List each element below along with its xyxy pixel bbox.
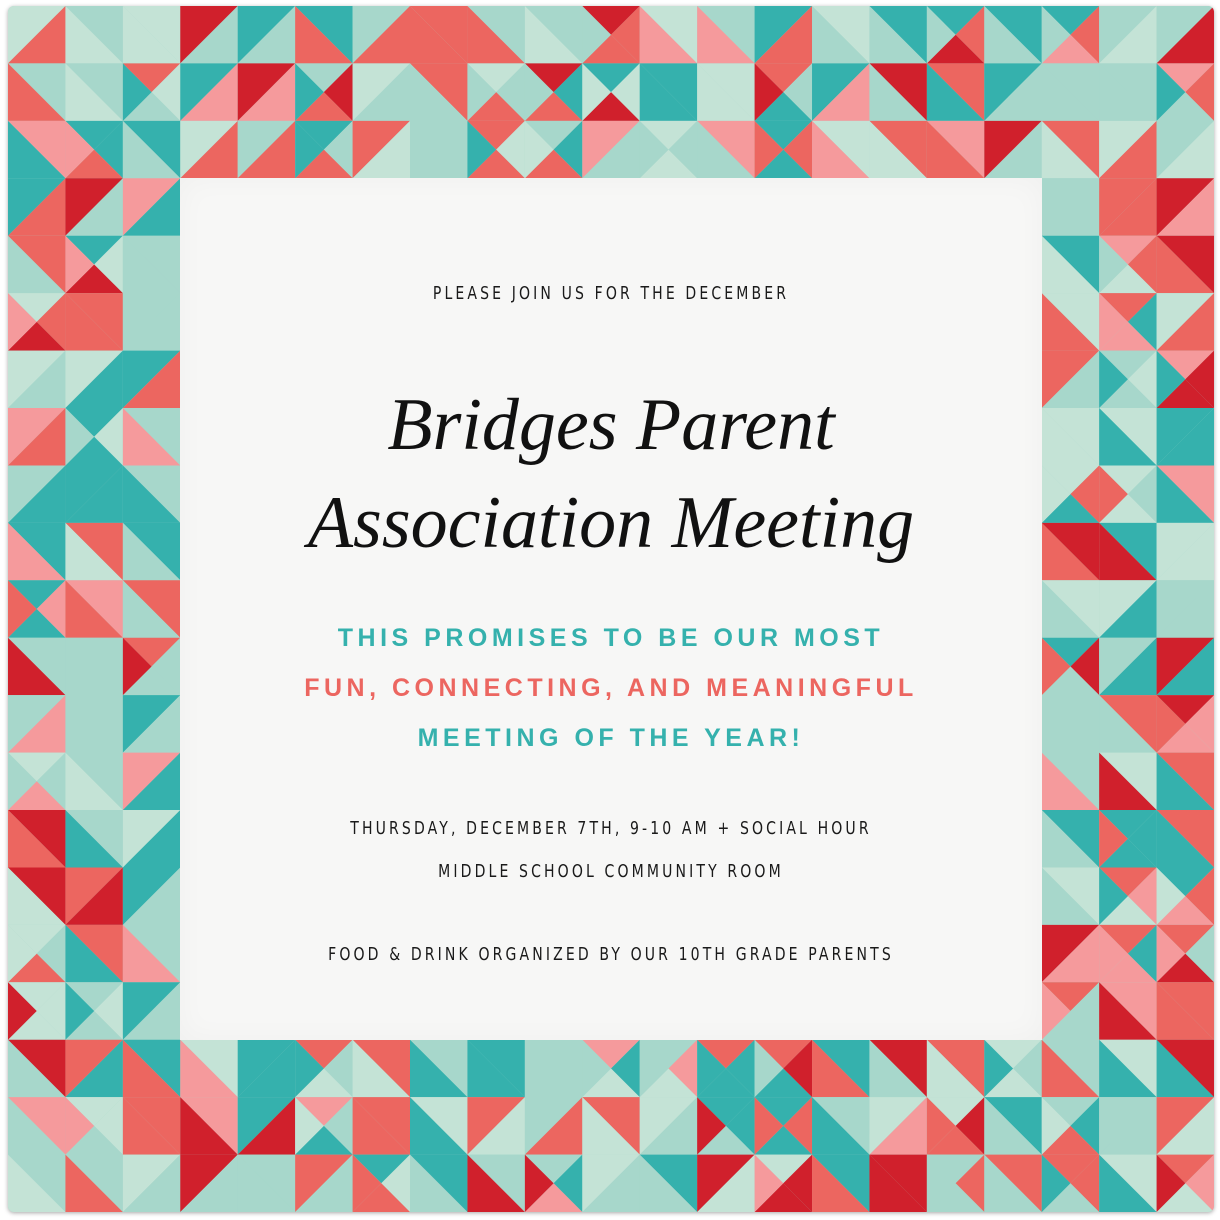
promo-line-2: FUN, CONNECTING, AND MEANINGFUL [304, 674, 918, 702]
invitation-card [8, 6, 1214, 1212]
title-line-1: Bridges Parent [387, 384, 835, 466]
invitation-panel [180, 178, 1042, 1040]
title-line-2: Association Meeting [307, 482, 915, 564]
location-text: MIDDLE SCHOOL COMMUNITY ROOM [438, 861, 784, 882]
promo-line-1: THIS PROMISES TO BE OUR MOST [337, 624, 885, 652]
intro-text: PLEASE JOIN US FOR THE DECEMBER [432, 283, 790, 304]
promo-line-3: MEETING OF THE YEAR! [417, 724, 805, 752]
date-time-text: THURSDAY, DECEMBER 7TH, 9-10 AM + SOCIAL HOUR [350, 818, 872, 839]
food-note-text: FOOD & DRINK ORGANIZED BY OUR 10TH GRADE PARENTS [328, 944, 894, 965]
